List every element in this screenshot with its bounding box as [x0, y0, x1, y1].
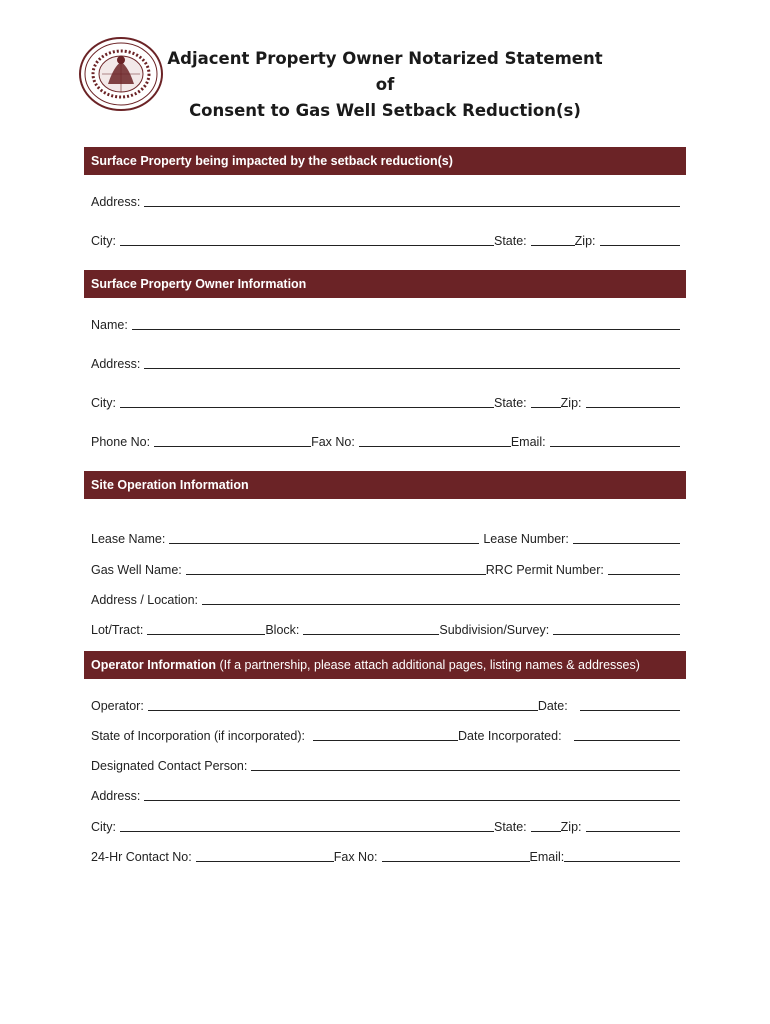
- gas-well-row: [91, 561, 680, 577]
- date-incorp-label: Date Incorporated:: [458, 729, 562, 743]
- surface-city-row: [91, 232, 680, 248]
- owner-city-row: [91, 394, 680, 410]
- operator-field[interactable]: [148, 698, 538, 711]
- owner-name-field[interactable]: [132, 317, 680, 330]
- operator-zip-field[interactable]: [586, 819, 680, 832]
- zip-label: Zip:: [560, 820, 582, 834]
- surface-zip-field[interactable]: [600, 233, 680, 246]
- zip-label: Zip:: [574, 234, 596, 248]
- contact-24hr-field[interactable]: [196, 849, 334, 862]
- owner-email-field[interactable]: [550, 434, 680, 447]
- city-label: City:: [91, 234, 116, 248]
- section-title: Surface Property being impacted by the setback reduction(s): [91, 154, 453, 168]
- address-location-field[interactable]: [202, 592, 680, 605]
- address-label: Address:: [91, 195, 141, 209]
- block-label: Block:: [265, 623, 300, 637]
- title-line-1: Adjacent Property Owner Notarized Statement of: [167, 49, 603, 94]
- address-location-label: Address / Location:: [91, 593, 199, 607]
- fax-label: Fax No:: [311, 435, 355, 449]
- contact-row: [91, 757, 680, 773]
- section-header-owner: [84, 270, 686, 298]
- owner-name-row: [91, 316, 680, 332]
- state-incorp-label: State of Incorporation (if incorporated):: [91, 729, 306, 743]
- surface-state-field[interactable]: [531, 233, 575, 246]
- zip-label: Zip:: [560, 396, 582, 410]
- surface-city-field[interactable]: [120, 233, 494, 246]
- address-location-row: [91, 591, 680, 607]
- incorporation-row: [91, 727, 680, 743]
- owner-city-field[interactable]: [120, 395, 494, 408]
- state-label: State:: [494, 820, 527, 834]
- gas-well-name-field[interactable]: [186, 562, 486, 575]
- fax-label: Fax No:: [333, 850, 378, 864]
- page-title: [160, 46, 610, 124]
- state-label: State:: [494, 396, 527, 410]
- lot-tract-field[interactable]: [147, 622, 265, 635]
- lot-block-row: [91, 621, 680, 637]
- section-header-site: [84, 471, 686, 499]
- operator-city-row: [91, 818, 680, 834]
- lease-number-field[interactable]: [573, 531, 680, 544]
- gas-well-name-label: Gas Well Name:: [91, 563, 182, 577]
- operator-state-field[interactable]: [531, 819, 561, 832]
- contact-label: Designated Contact Person:: [91, 759, 248, 773]
- owner-state-field[interactable]: [531, 395, 561, 408]
- email-label: Email:: [510, 435, 546, 449]
- owner-fax-field[interactable]: [359, 434, 511, 447]
- operator-date-field[interactable]: [580, 698, 680, 711]
- operator-address-field[interactable]: [144, 788, 680, 801]
- city-label: City:: [91, 396, 116, 410]
- surface-address-row: [91, 193, 680, 209]
- date-label: Date:: [537, 699, 568, 713]
- phone-label: Phone No:: [91, 435, 151, 449]
- date-incorp-field[interactable]: [574, 728, 680, 741]
- name-label: Name:: [91, 318, 128, 332]
- state-label: State:: [494, 234, 527, 248]
- section-note: (If a partnership, please attach additional pages, listing names & addresses): [219, 658, 640, 672]
- rrc-permit-label: RRC Permit Number:: [485, 563, 604, 577]
- section-header-surface-property: [84, 147, 686, 175]
- email-label: Email:: [529, 850, 565, 864]
- section-title: Surface Property Owner Information: [91, 277, 307, 291]
- operator-fax-field[interactable]: [382, 849, 530, 862]
- subdivision-field[interactable]: [553, 622, 680, 635]
- section-title: Site Operation Information: [91, 478, 249, 492]
- lease-name-label: Lease Name:: [91, 532, 166, 546]
- address-label: Address:: [91, 357, 141, 371]
- section-title: Operator Information: [91, 658, 217, 672]
- title-line-2: Consent to Gas Well Setback Reduction(s): [189, 101, 581, 120]
- lot-tract-label: Lot/Tract:: [91, 623, 144, 637]
- owner-phone-field[interactable]: [154, 434, 311, 447]
- operator-contact-row: [91, 848, 680, 864]
- operator-address-row: [91, 787, 680, 803]
- owner-address-field[interactable]: [144, 356, 680, 369]
- operator-label: Operator:: [91, 699, 144, 713]
- lease-name-field[interactable]: [169, 531, 479, 544]
- city-label: City:: [91, 820, 116, 834]
- operator-email-field[interactable]: [564, 849, 680, 862]
- state-incorp-field[interactable]: [313, 728, 458, 741]
- subdivision-label: Subdivision/Survey:: [439, 623, 550, 637]
- lease-number-label: Lease Number:: [483, 532, 569, 546]
- block-field[interactable]: [303, 622, 439, 635]
- address-label: Address:: [91, 789, 141, 803]
- contact-24hr-label: 24-Hr Contact No:: [91, 850, 192, 864]
- surface-address-field[interactable]: [144, 194, 680, 207]
- contact-field[interactable]: [251, 758, 680, 771]
- owner-address-row: [91, 355, 680, 371]
- lease-row: [91, 530, 680, 546]
- owner-phone-row: [91, 433, 680, 449]
- town-seal-icon: [78, 36, 164, 112]
- operator-city-field[interactable]: [120, 819, 494, 832]
- rrc-permit-field[interactable]: [608, 562, 680, 575]
- section-header-operator: [84, 651, 686, 679]
- owner-zip-field[interactable]: [586, 395, 680, 408]
- operator-row: [91, 697, 680, 713]
